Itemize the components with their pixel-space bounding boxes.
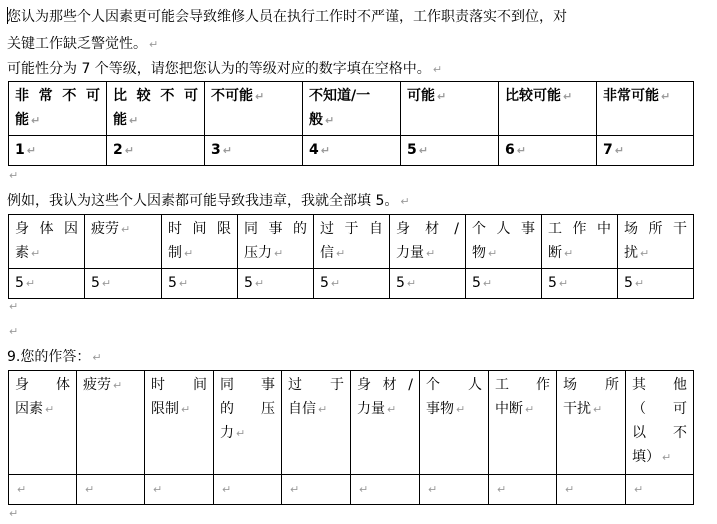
answer-cell-10[interactable]: ↵ [626, 475, 694, 505]
example-value-6: 5 ↵ [390, 269, 466, 299]
scale-label-3: 不可能 ↵ [205, 82, 303, 136]
scale-label-5: 可能 ↵ [401, 82, 499, 136]
example-value-1: 5 ↵ [9, 269, 85, 299]
paragraph-mark-icon: ↵ [92, 351, 102, 364]
question-label: 9.您的作答： ↵ [7, 349, 102, 365]
scale-value-3: 3 ↵ [205, 136, 303, 166]
example-header-8: 工 作 中 断 ↵ [542, 215, 618, 269]
answer-header-2: 疲劳 ↵ [77, 371, 145, 475]
scale-table [8, 81, 694, 166]
paragraph-mark-icon: ↵ [400, 195, 410, 208]
answer-header-8: 工 作 中断 ↵ [489, 371, 557, 475]
example-header-6: 身 材 / 力量 ↵ [390, 215, 466, 269]
answer-cell-2[interactable]: ↵ [77, 475, 145, 505]
scale-label-1: 非 常 不 可 能 ↵ [9, 82, 107, 136]
example-header-4: 同 事 的 压力 ↵ [238, 215, 314, 269]
scale-label-6: 比较可能 ↵ [499, 82, 597, 136]
answer-header-3: 时 间 限制 ↵ [145, 371, 214, 475]
example-header-row [9, 215, 694, 269]
example-value-2: 5 ↵ [85, 269, 162, 299]
example-header-1: 身 体 因 素 ↵ [9, 215, 85, 269]
empty-paragraph: ↵ [9, 325, 19, 338]
scale-value-6: 6 ↵ [499, 136, 597, 166]
example-header-3: 时 间 限 制 ↵ [162, 215, 238, 269]
scale-label-7: 非常可能 ↵ [597, 82, 694, 136]
answer-header-1: 身 体 因素 ↵ [9, 371, 77, 475]
example-value-row [9, 269, 694, 299]
paragraph-mark-icon: ↵ [149, 38, 159, 51]
intro-line-1: 您认为那些个人因素更可能会导致维修人员在执行工作时不严谨，工作职责落实不到位，对 [7, 9, 567, 25]
paragraph-mark-icon: ↵ [432, 63, 443, 76]
scale-label-4: 不知道/一 般 ↵ [303, 82, 401, 136]
example-header-2: 疲劳 ↵ [85, 215, 162, 269]
answer-table [8, 370, 694, 505]
scale-value-2: 2 ↵ [107, 136, 205, 166]
answer-cell-5[interactable]: ↵ [282, 475, 351, 505]
example-value-4: 5 ↵ [238, 269, 314, 299]
answer-header-9: 场 所 干扰 ↵ [557, 371, 626, 475]
scale-label-2: 比 较 不 可 能 ↵ [107, 82, 205, 136]
example-text: 例如，我认为这些个人因素都可能导致我违章，我就全部填 5。 ↵ [7, 193, 410, 209]
example-value-7: 5 ↵ [466, 269, 542, 299]
example-value-5: 5 ↵ [314, 269, 390, 299]
example-table [8, 214, 694, 299]
scale-value-4: 4 ↵ [303, 136, 401, 166]
example-value-9: 5 ↵ [618, 269, 694, 299]
example-value-3: 5 ↵ [162, 269, 238, 299]
answer-header-10: 其 他 （ 可 以 不 填） ↵ [626, 371, 694, 475]
scale-label-row [9, 82, 694, 136]
answer-input-row [9, 475, 694, 505]
answer-header-4: 同 事 的 压 力 ↵ [214, 371, 282, 475]
scale-value-row [9, 136, 694, 166]
answer-header-row [9, 371, 694, 475]
answer-header-7: 个 人 事物 ↵ [420, 371, 489, 475]
example-header-5: 过 于 自 信 ↵ [314, 215, 390, 269]
answer-cell-1[interactable]: ↵ [9, 475, 77, 505]
empty-paragraph: ↵ [9, 169, 19, 182]
answer-cell-7[interactable]: ↵ [420, 475, 489, 505]
example-value-8: 5 ↵ [542, 269, 618, 299]
scale-value-5: 5 ↵ [401, 136, 499, 166]
answer-cell-6[interactable]: ↵ [351, 475, 420, 505]
answer-header-6: 身材/ 力量 ↵ [351, 371, 420, 475]
answer-cell-9[interactable]: ↵ [557, 475, 626, 505]
scale-value-7: 7 ↵ [597, 136, 694, 166]
answer-cell-8[interactable]: ↵ [489, 475, 557, 505]
scale-value-1: 1 ↵ [9, 136, 107, 166]
example-header-7: 个 人 事 物 ↵ [466, 215, 542, 269]
answer-cell-4[interactable]: ↵ [214, 475, 282, 505]
scale-instruction: 可能性分为 7 个等级，请您把您认为的等级对应的数字填在空格中。 ↵ [7, 61, 443, 77]
answer-header-5: 过 于 自信 ↵ [282, 371, 351, 475]
empty-paragraph: ↵ [9, 300, 19, 313]
intro-line-2: 关键工作缺乏警觉性。 ↵ [7, 36, 159, 52]
example-header-9: 场 所 干 扰 ↵ [618, 215, 694, 269]
empty-paragraph: ↵ [9, 507, 19, 520]
answer-cell-3[interactable]: ↵ [145, 475, 214, 505]
